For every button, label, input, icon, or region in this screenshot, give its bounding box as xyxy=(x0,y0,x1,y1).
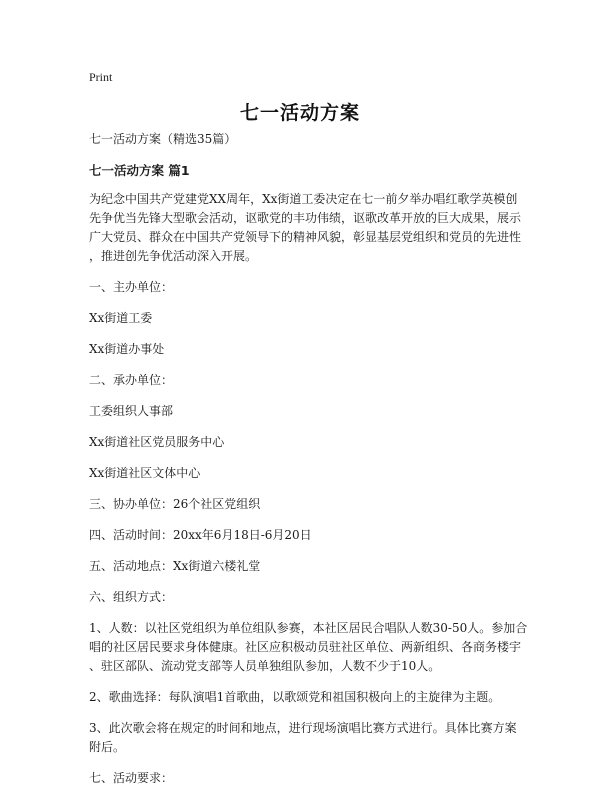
intro-line: 广大党员、群众在中国共产党领导下的精神风貌，彰显基层党组织和党员的先进性 xyxy=(89,230,522,244)
requirements-heading: 七、活动要求： xyxy=(89,771,174,785)
format-item-1 xyxy=(89,619,529,676)
organizer-unit-3: Xx街道社区文体中心 xyxy=(89,466,201,480)
host-unit-2: Xx街道办事处 xyxy=(89,342,165,356)
host-unit-1: Xx街道工委 xyxy=(89,311,153,325)
organizer-unit-1: 工委组织人事部 xyxy=(89,404,174,418)
co-organizer-line: 三、协办单位：26个社区党组织 xyxy=(89,497,261,511)
format-item-1-line: 唱的社区居民要求身体健康。社区应积极动员驻社区单位、两新组织、各商务楼宇 xyxy=(89,640,522,654)
print-label: Print xyxy=(89,70,113,84)
format-item-1-line: 、驻区部队、流动党支部等人员单独组队参加，人数不少于10人。 xyxy=(89,659,441,673)
intro-line: ，推进创先争优活动深入开展。 xyxy=(89,249,258,263)
page-title: 七一活动方案 xyxy=(239,102,360,124)
format-heading: 六、组织方式： xyxy=(89,590,174,604)
intro-paragraph xyxy=(89,190,529,266)
activity-time-line: 四、活动时间：20xx年6月18日-6月20日 xyxy=(89,528,312,542)
document-body xyxy=(89,130,529,800)
format-item-2: 2、歌曲选择：每队演唱1首歌曲，以歌颂党和祖国积极向上的主旋律为主题。 xyxy=(89,690,501,704)
host-heading: 一、主办单位： xyxy=(89,280,174,294)
intro-line: 先争优当先锋大型歌会活动，讴歌党的丰功伟绩，讴歌改革开放的巨大成果，展示 xyxy=(89,211,522,225)
format-item-1-line: 1、人数：以社区党组织为单位组队参赛，本社区居民合唱队人数30-50人。参加合 xyxy=(89,621,528,635)
format-item-3-line: 附后。 xyxy=(89,740,126,754)
activity-location-line: 五、活动地点：Xx街道六楼礼堂 xyxy=(89,559,261,573)
organizer-heading: 二、承办单位： xyxy=(89,373,174,387)
document-subtitle: 七一活动方案（精选35篇） xyxy=(89,132,237,146)
format-item-3-line: 3、此次歌会将在规定的时间和地点，进行现场演唱比赛方式进行。具体比赛方案 xyxy=(89,721,517,735)
intro-line: 为纪念中国共产党建党XX周年，Xx街道工委决定在七一前夕举办唱红歌学英模创 xyxy=(89,192,518,206)
section-heading: 七一活动方案 篇1 xyxy=(89,163,190,178)
organizer-unit-2: Xx街道社区党员服务中心 xyxy=(89,435,225,449)
format-item-3 xyxy=(89,719,529,757)
